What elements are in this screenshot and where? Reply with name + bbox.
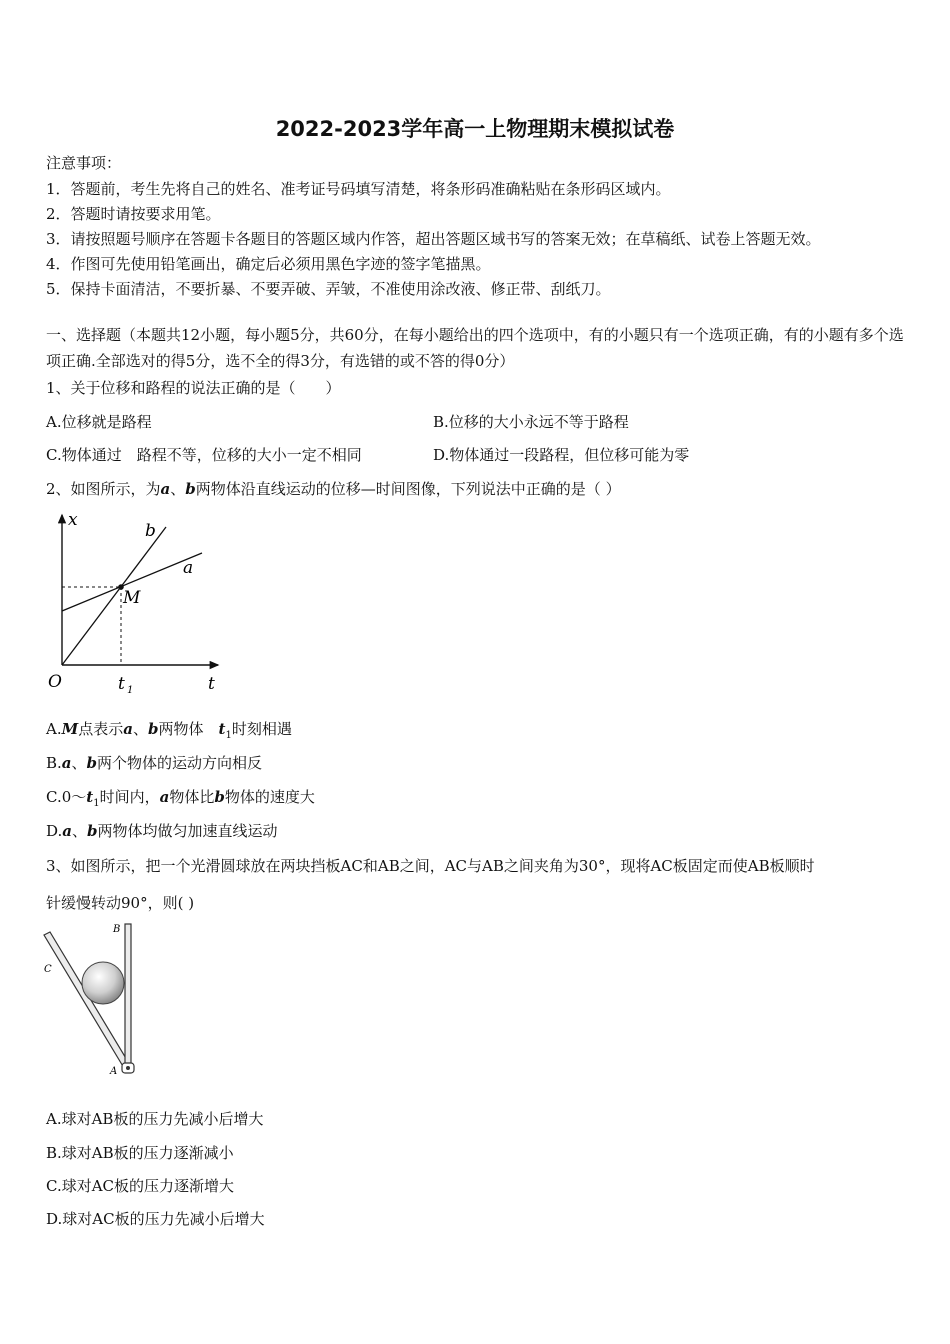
notice-heading: 注意事项： <box>46 154 122 172</box>
xt-graph <box>40 505 230 700</box>
notice-item-1: 1．答题前，考生先将自己的姓名、准考证号码填写清楚，将条形码准确粘贴在条形码区域内。 <box>46 180 671 198</box>
q2-stem: 2、如图所示，为a、b两物体沿直线运动的位移—时间图像，下列说法中正确的是（ ） <box>46 480 621 498</box>
label-a: A <box>110 1066 118 1077</box>
page-title: 2022-2023学年高一上物理期末模拟试卷 <box>275 117 675 141</box>
q2-option-a: A.M点表示a、b两物体 $t_1$时刻相遇 <box>46 720 292 741</box>
m-label: M <box>123 588 141 608</box>
q2-option-c: $C.0\sim t_1$时间内，a物体比b物体的速度大 <box>46 788 315 809</box>
q3-option-a: A.球对AB板的压力先减小后增大 <box>46 1110 264 1128</box>
q2-option-d: D.a、b两物体均做匀加速直线运动 <box>46 822 278 840</box>
t1-subscript: 1 <box>127 685 134 696</box>
q3-stem-line1: 3、如图所示，把一个光滑圆球放在两块挡板AC和AB之间，AC与AB之间夹角为30°，现将AC板固定而使AB板顺时 <box>46 857 815 875</box>
q3-option-d: D.球对AC板的压力先减小后增大 <box>46 1210 265 1228</box>
t1-label: t <box>118 674 125 694</box>
notice-item-5: 5．保持卡面清洁，不要折暴、不要弄破、弄皱，不准使用涂改液、修正带、刮纸刀。 <box>46 280 611 298</box>
q2-option-b: B.a、b两个物体的运动方向相反 <box>46 754 263 772</box>
label-c: C <box>44 964 52 975</box>
line-b <box>62 527 166 665</box>
label-b: B <box>113 924 121 935</box>
y-axis-label: x <box>68 510 78 530</box>
q1-option-b: B.位移的大小永远不等于路程 <box>433 413 629 431</box>
q3-stem-line2: 针缓慢转动90°，则( ) <box>46 894 195 912</box>
notice-item-2: 2．答题时请按要求用笔。 <box>46 205 221 223</box>
q1-option-d: D.物体通过一段路程，但位移可能为零 <box>433 446 690 464</box>
q1-option-c: C.物体通过 路程不等，位移的大小一定不相同 <box>46 446 362 464</box>
origin-label: O <box>48 672 62 692</box>
q3-option-c: C.球对AC板的压力逐渐增大 <box>46 1177 235 1195</box>
ball-board-figure <box>40 918 150 1083</box>
hinge-pin <box>126 1066 130 1070</box>
b-label: b <box>145 521 156 541</box>
x-axis-label: t <box>208 674 215 694</box>
q1-option-a: A.位移就是路程 <box>46 413 152 431</box>
q1-stem: 1、关于位移和路程的说法正确的是（ ） <box>46 379 341 397</box>
ball <box>82 962 124 1004</box>
notice-item-3: 3．请按照题号顺序在答题卡各题目的答题区域内作答，超出答题区域书写的答案无效；在草稿纸、试卷上答题无效。 <box>46 230 821 248</box>
a-label: a <box>183 558 194 578</box>
section-intro: 一、选择题（本题共12小题，每小题5分，共60分，在每小题给出的四个选项中，有的小题只有一个选项正确，有的小题有多个选项正确.全部选对的得5分，选不全的得3分，有选错的或不答的得0分） <box>46 326 904 370</box>
board-ac <box>44 932 130 1068</box>
board-ab <box>125 924 131 1066</box>
q3-option-b: B.球对AB板的压力逐渐减小 <box>46 1144 234 1162</box>
notice-item-4: 4．作图可先使用铅笔画出，确定后必须用黑色字迹的签字笔描黑。 <box>46 255 491 273</box>
